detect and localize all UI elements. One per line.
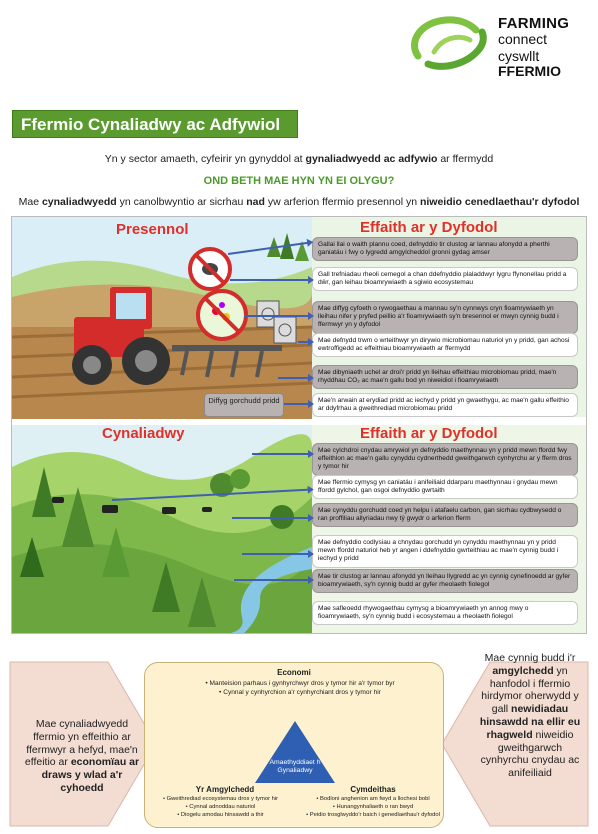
economi-title: Economi [277, 668, 311, 677]
farming-connect-logo [398, 12, 588, 79]
amgylchedd-item: • Diogelu amodau hinsawdd a thir [153, 812, 288, 820]
arrow-6 [284, 403, 310, 405]
cymdeithas-item: • Bodloni anghenion am fwyd a llochesi bobl [303, 796, 443, 804]
top-box-6: Mae'n arwain at erydiad pridd ac iechyd y pridd yn gwaethygu, ac mae'n gallu effeithio ar ddyfrhau a gweithrediad microbiomau pridd [312, 393, 578, 417]
comparison-panel [11, 216, 587, 634]
bottom-box-6: Mae safleoedd rhywogaethau cymysg a bioamrywiaeth yn annog mwy o fioamrywiaeth, sy'n cynnig budd i ecosystemau a rheolaeth fiolegol [312, 601, 578, 625]
top-box-1: Gallai llai o waith plannu coed, defnyddio tir clustog ar lannau afonydd a pherthi ganiatáu i fwy o lygredd amgylcheddol gronni gydag amser [312, 237, 578, 261]
bottom-box-1: Mae cylchdroi cnydau amrywiol yn defnyddio maethynnau yn y pridd mewn ffordd fwy effeithlon ac mae'n gallu cynyddu cydnerthedd gweithgarwch cynhyrchu ar y fferm dros y tymor hir [312, 443, 578, 476]
logo-line2: connect [498, 31, 548, 47]
right-summary-text: Mae cynnig budd i'r amgylchedd yn hanfodol i ffermio hirdymor oherwydd y gall newidiadau hinsawdd na ellir eu rhagweld niweidio gweithgarwch cynhyrchu cnydau ac anifeiliaid [479, 652, 581, 780]
economi-list [175, 680, 425, 697]
amgylchedd-title: Yr Amgylchedd [195, 785, 255, 794]
top-box-4: Mae defnydd trwm o wrteithwyr yn dirywio microbiomau naturiol yn y pridd, gan achosi ewtroffigedd ac effeithiau bioamrywiaeth ar ffermydd [312, 333, 578, 357]
bottom-box-2: Mae ffermio cymysg yn caniatáu i anifeiliaid ddarparu maethynnau i gnydau mewn ffordd gylchol, gan osgoi defnyddio gwrtaith [312, 475, 578, 499]
intro-question: OND BETH MAE HYN YN EI OLYGU? [203, 175, 395, 187]
intro-line3: Mae cynaliadwyedd yn canolbwyntio ar sicrhau nad yw arferion ffermio presennol yn niweidio cenedlaethau'r dyfodol [18, 196, 580, 208]
cymdeithas-list [303, 796, 443, 819]
bottom-box-4: Mae defnyddio codlysiau a chnydau gorchudd yn cynyddu maethynnau yn y pridd mewn ffordd naturiol heb yr angen i ddefnyddio gwrteithiau ac mae'n cynnig budd i iechyd y pridd [312, 535, 578, 568]
arrow-5 [278, 377, 310, 379]
bottom-box-3: Mae cynyddu gorchudd coed yn helpu i atafaelu carbon, gan sicrhau cydbwysedd o ran proffiliau allyriadau nwy tŷ gwydr o arferion fferm [312, 503, 578, 527]
arrow-4 [298, 341, 310, 343]
cymdeithas-item: • Peidio trosglwyddo'r baich i genedlaethau'r dyfodol [303, 812, 443, 820]
top-effaith-heading: Effaith ar y Dyfodol [360, 219, 498, 236]
page-title: Ffermio Cynaliadwy ac Adfywiol [12, 110, 298, 138]
arrow-3 [244, 315, 310, 317]
arrow-9 [232, 517, 310, 519]
cynaliadwy-heading: Cynaliadwy [102, 425, 185, 442]
triangle-label: Amaethyddiaet h Gynaliadwy [269, 759, 321, 775]
soil-cover-label: Diffyg gorchudd pridd [204, 393, 284, 417]
amgylchedd-item: • Cynnal adnoddau naturiol [153, 804, 288, 812]
top-box-2: Gall trefniadau rheoli cemegol a chan ddefnyddio plaladdwyr lygru ffynonellau pridd a dŵr, gan leihau bioamrywiaeth a sgiwio ecosystemau [312, 267, 578, 291]
arrow-10 [242, 553, 310, 555]
logo-line3: cyswllt [498, 48, 540, 64]
sustainability-pillars-box [144, 662, 444, 828]
bottom-effaith-heading: Effaith ar y Dyfodol [360, 425, 498, 442]
economi-item: • Cynnal y cynhyrchion a'r cynhyrchiant dros y tymor hir [175, 689, 425, 698]
presennol-heading: Presennol [116, 221, 189, 238]
top-box-3: Mae diffyg cyfoeth o rywogaethau a mannau sy'n cynnwys cryn fioamrywiaeth yn lleihau nifer y pryfed peillio a'r fioamrywiaeth sy'n bresennol er mwyn cynnig budd i ffermwyr yn y dyfodol [312, 301, 578, 334]
amgylchedd-item: • Gweithrediad ecosystemau dros y tymor hir [153, 796, 288, 804]
arrow-11 [234, 579, 310, 581]
bottom-box-5: Mae tir clustog ar lannau afonydd yn lleihau llygredd ac yn cynnig cynefinoedd ar gyfer bioamrywiaeth, sy'n cynnig budd ar gyfer rheolaeth fiolegol [312, 569, 578, 593]
intro-line1: Yn y sector amaeth, cyfeirir yn gynyddol at gynaliadwyedd ac adfywio ar ffermydd [104, 153, 494, 165]
logo-line4: FFERMIO [498, 63, 561, 79]
logo-swirl-icon [398, 12, 498, 76]
arrow-2 [230, 279, 310, 281]
arrow-7 [252, 453, 310, 455]
cymdeithas-item: • Hunangynhaliaeth o ran bwyd [303, 804, 443, 812]
top-box-5: Mae dibyniaeth uchel ar droi'r pridd yn lleihau effeithiau microbiomau pridd, mae'n rhyddhau CO₂ ac mae'n gallu bod yn niweidiol i fioamrywiaeth [312, 365, 578, 389]
logo-line1: FARMING [498, 15, 570, 32]
amgylchedd-list [153, 796, 288, 819]
economi-item: • Manteision parhaus i gynhyrchwyr dros y tymor hir a'r tymor byr [175, 680, 425, 689]
cymdeithas-title: Cymdeithas [350, 785, 396, 794]
left-summary-text: Mae cynaliadwyedd ffermio yn effeithio ar ffermwyr a hefyd, mae'n effeitio ar economïau ar draws y wlad a'r cyhoedd [24, 718, 140, 794]
